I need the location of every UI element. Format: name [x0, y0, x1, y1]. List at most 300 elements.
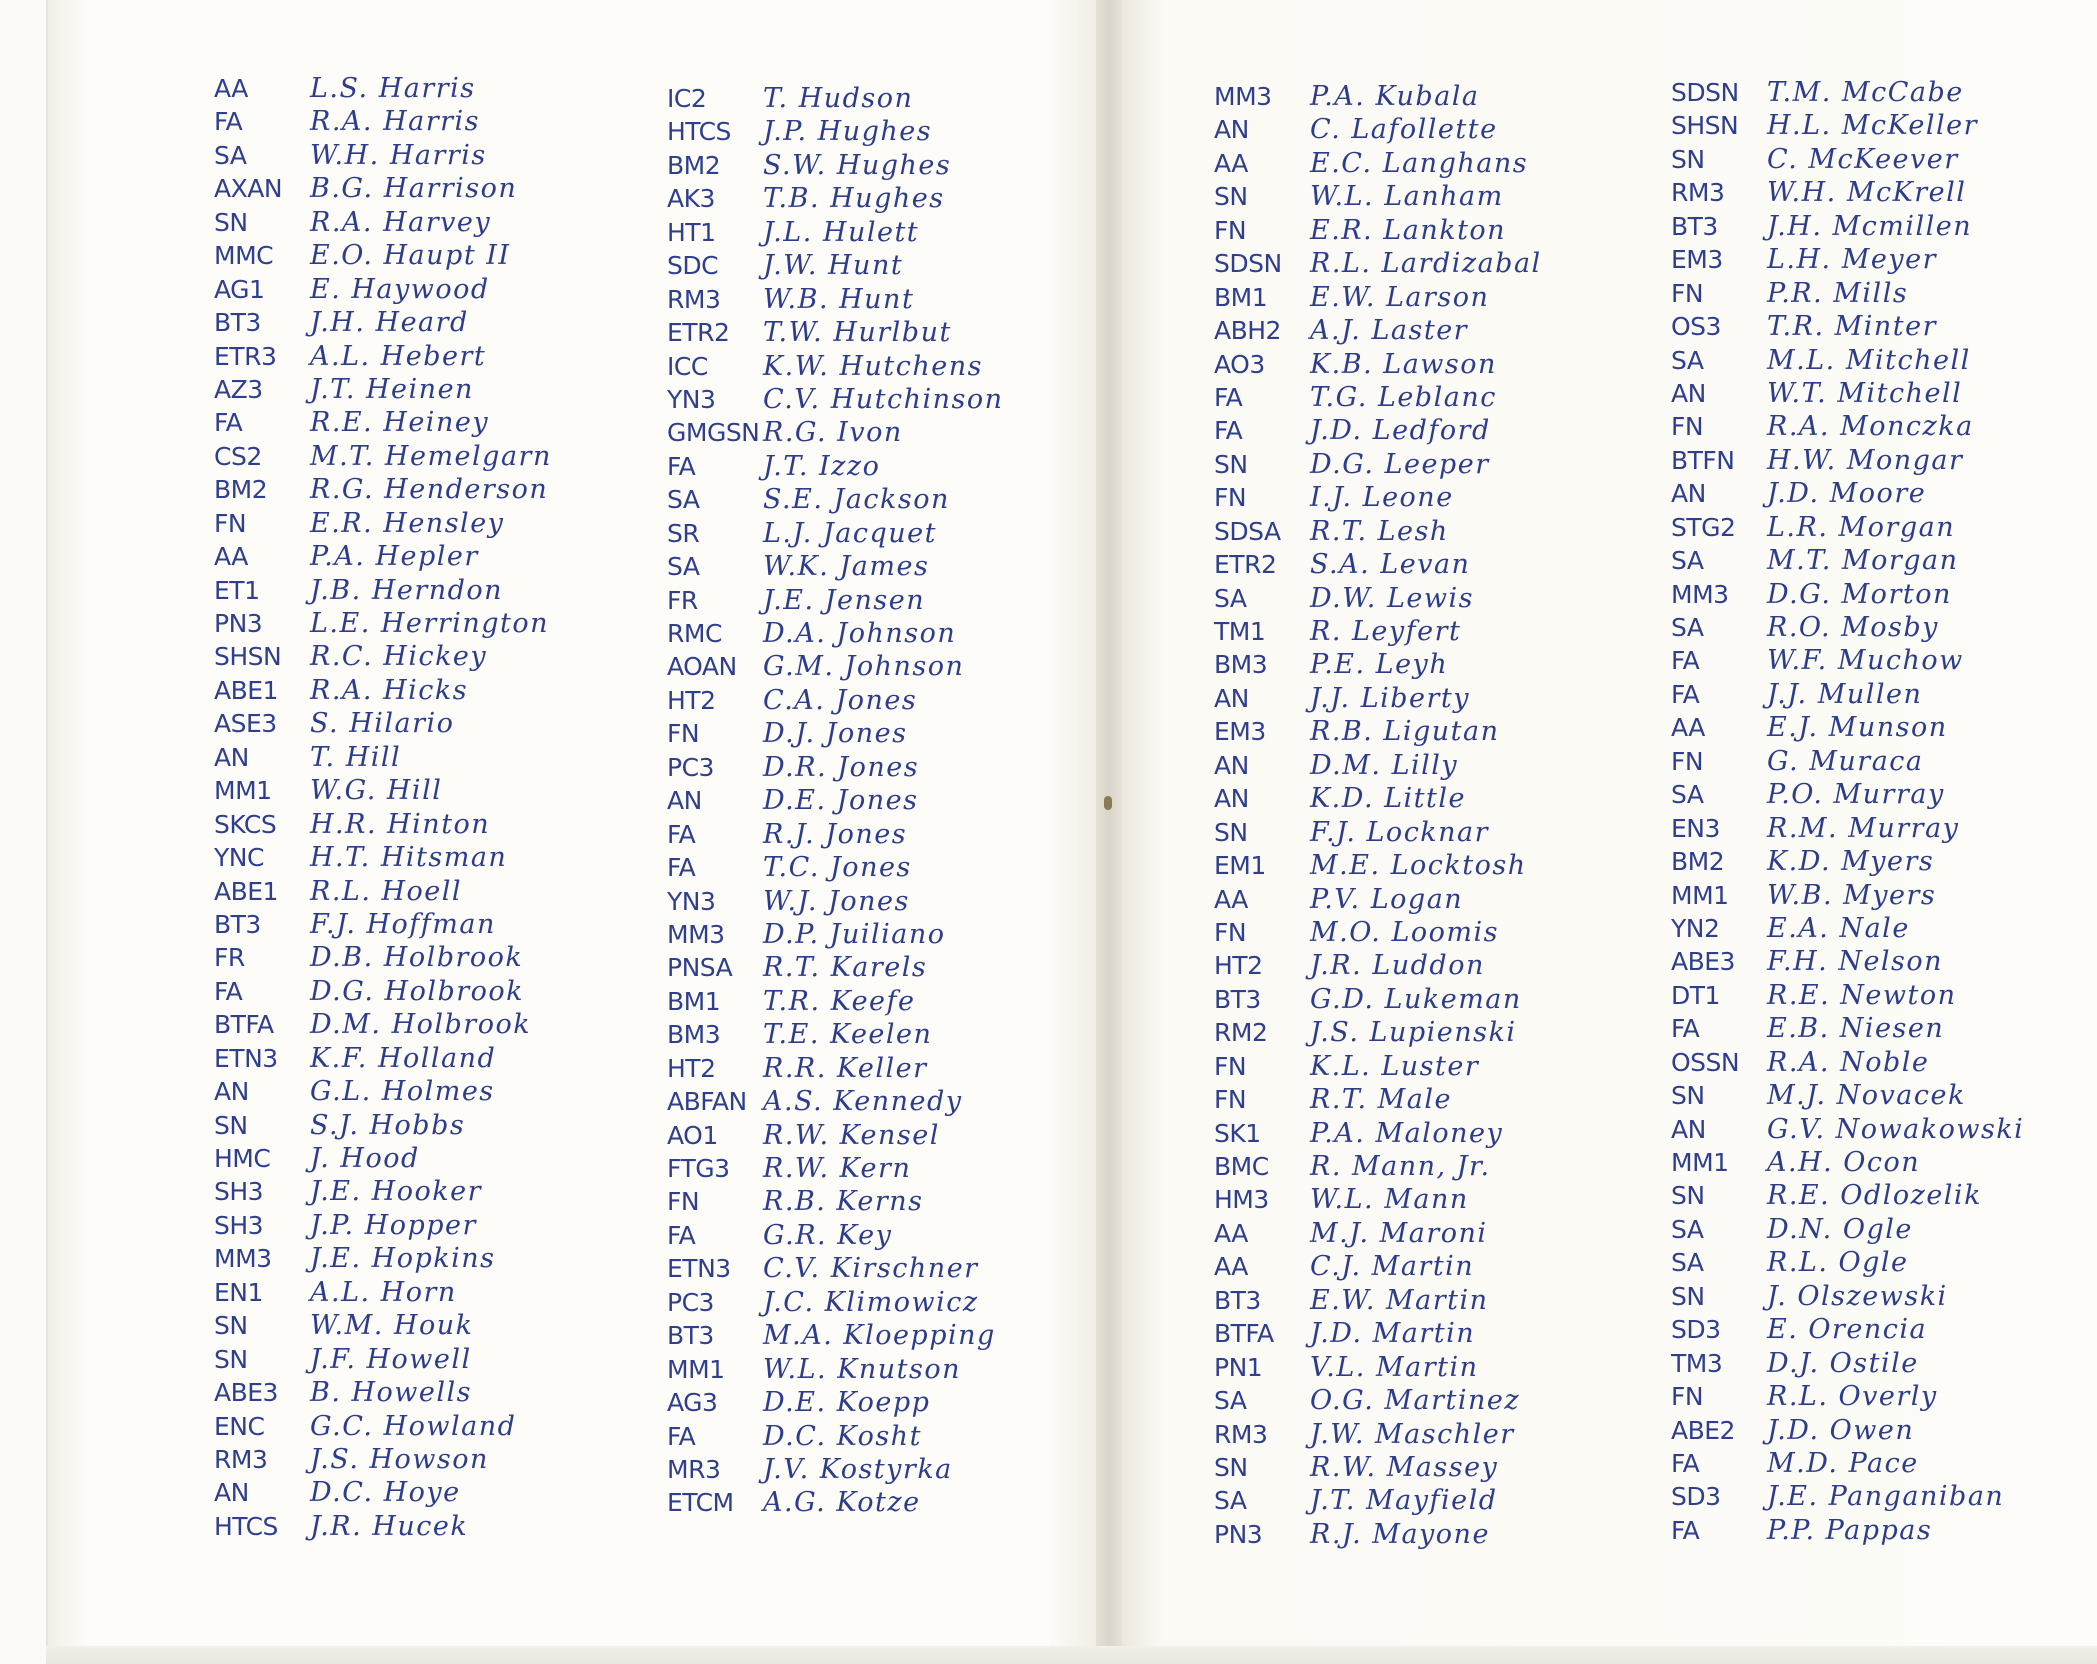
roster-entry: [667, 1286, 1004, 1319]
sailor-name: J.P. Hughes: [763, 116, 933, 148]
sailor-name: K.L. Luster: [1310, 1050, 1480, 1082]
roster-entry: [1671, 1079, 2024, 1112]
rate-label: MMC: [214, 241, 274, 271]
roster-entry: [1671, 243, 2024, 276]
roster-entry: [667, 1486, 1004, 1519]
roster-entry: [667, 1185, 1004, 1218]
roster-entry: [214, 1209, 552, 1242]
rate-label: SN: [1214, 182, 1248, 212]
rate-label: RM3: [1214, 1419, 1268, 1449]
roster-entry: [1214, 1518, 1542, 1551]
sailor-name: A.G. Kotze: [763, 1487, 921, 1519]
roster-entry: [1671, 1213, 2024, 1246]
roster-entry: [214, 406, 552, 439]
roster-entry: [667, 1119, 1004, 1152]
rate-label: ETR2: [1214, 550, 1277, 580]
sailor-name: A.S. Kennedy: [763, 1086, 963, 1118]
rate-label: FA: [667, 1421, 696, 1451]
rate-label: BM1: [667, 986, 721, 1016]
roster-entry: [667, 784, 1004, 817]
sailor-name: G. Muraca: [1767, 745, 1924, 777]
rate-label: ETN3: [214, 1043, 278, 1073]
roster-entry: [667, 1052, 1004, 1085]
rate-label: SA: [1214, 583, 1247, 613]
rate-label: HMC: [214, 1144, 271, 1173]
rate-label: SA: [667, 485, 700, 515]
roster-entry: [667, 1018, 1004, 1051]
roster-entry: [1671, 544, 2024, 577]
sailor-name: R.T. Karels: [763, 952, 928, 984]
rate-label: FTG3: [667, 1154, 730, 1183]
sailor-name: H.W. Mongar: [1767, 444, 1964, 476]
roster-entry: [667, 1252, 1004, 1285]
rate-label: MM1: [1671, 880, 1729, 910]
sailor-name: T.E. Keelen: [763, 1019, 933, 1051]
rate-label: DT1: [1671, 980, 1720, 1010]
roster-entry: [667, 751, 1004, 784]
rate-label: AN: [214, 1478, 249, 1508]
roster-entry: [214, 72, 552, 105]
roster-entry: [214, 1109, 552, 1142]
rate-label: OSSN: [1671, 1047, 1740, 1077]
roster-entry: [667, 1453, 1004, 1486]
roster-entry: [214, 139, 552, 172]
roster-entry: [1671, 644, 2024, 677]
rate-label: RM3: [214, 1444, 268, 1474]
rate-label: AN: [1214, 683, 1249, 713]
rate-label: SN: [1214, 817, 1248, 847]
rate-label: ABE2: [1671, 1415, 1735, 1445]
rate-label: FA: [667, 1220, 696, 1250]
sailor-name: J.E. Panganiban: [1767, 1481, 2005, 1513]
rate-label: FA: [214, 107, 243, 137]
rate-label: AA: [1214, 1252, 1248, 1282]
sailor-name: J.J. Mullen: [1767, 678, 1923, 710]
sailor-name: J.R. Hucek: [310, 1510, 469, 1542]
sailor-name: A.H. Ocon: [1767, 1147, 1921, 1178]
rate-label: EN1: [214, 1277, 263, 1307]
roster-entry: [1671, 979, 2024, 1012]
sailor-name: W.B. Myers: [1767, 879, 1937, 911]
sailor-name: P.A. Maloney: [1310, 1117, 1504, 1149]
binding-staple: [1104, 796, 1112, 810]
roster-entry: [1214, 1217, 1542, 1250]
roster-column-4: [1671, 76, 2024, 1547]
rate-label: BTFA: [1214, 1319, 1274, 1349]
roster-entry: [1214, 1284, 1542, 1317]
rate-label: AZ3: [214, 374, 263, 404]
rate-label: FA: [1671, 1014, 1700, 1044]
rate-label: SN: [214, 1110, 248, 1140]
sailor-name: W.G. Hill: [310, 775, 443, 807]
sailor-name: R.B. Ligutan: [1310, 716, 1500, 748]
sailor-name: D.E. Koepp: [763, 1387, 931, 1419]
sailor-name: R.G. Henderson: [310, 474, 549, 506]
sailor-name: J.H. Mcmillen: [1767, 210, 1973, 242]
roster-entry: [667, 951, 1004, 984]
sailor-name: J. Olszewski: [1767, 1280, 1948, 1312]
roster-entry: [667, 383, 1004, 416]
sailor-name: H.T. Hitsman: [310, 842, 508, 874]
roster-entry: [1671, 845, 2024, 878]
roster-column-1: [214, 72, 552, 1543]
roster-entry: [667, 918, 1004, 951]
roster-entry: [1671, 1514, 2024, 1547]
rate-label: SHSN: [214, 642, 282, 672]
sailor-name: S.A. Levan: [1310, 549, 1471, 581]
roster-entry: [1671, 143, 2024, 176]
roster-entry: [667, 517, 1004, 550]
roster-entry: [1214, 113, 1542, 146]
roster-entry: [214, 1075, 552, 1108]
sailor-name: E.O. Haupt II: [310, 240, 511, 272]
rate-label: MM1: [1671, 1148, 1729, 1177]
rate-label: SA: [1671, 780, 1704, 810]
roster-entry: [1671, 611, 2024, 644]
rate-label: SD3: [1671, 1315, 1721, 1345]
sailor-name: S. Hilario: [310, 708, 455, 740]
rate-label: ETR2: [667, 318, 730, 348]
roster-entry: [1214, 515, 1542, 548]
rate-label: FA: [667, 853, 696, 883]
rate-label: SR: [667, 518, 700, 548]
sailor-name: R.C. Hickey: [310, 641, 488, 673]
rate-label: FN: [1671, 278, 1704, 308]
rate-label: FA: [667, 819, 696, 849]
rate-label: MM3: [667, 919, 725, 949]
sailor-name: W.L. Mann: [1310, 1184, 1469, 1216]
sailor-name: T.R. Keefe: [763, 985, 916, 1017]
roster-entry: [214, 273, 552, 306]
sailor-name: T.G. Leblanc: [1310, 381, 1497, 413]
roster-entry: [214, 607, 552, 640]
sailor-name: C.V. Kirschner: [763, 1253, 979, 1285]
sailor-name: H.L. McKeller: [1767, 110, 1979, 142]
sailor-name: S.W. Hughes: [763, 149, 952, 181]
sailor-name: J.E. Hooker: [310, 1176, 482, 1208]
roster-entry: [1671, 1280, 2024, 1313]
roster-entry: [1671, 1447, 2024, 1480]
sailor-name: A.L. Hebert: [310, 340, 487, 372]
sailor-name: R.W. Kern: [763, 1153, 912, 1184]
sailor-name: G.C. Howland: [310, 1410, 517, 1442]
rate-label: SK1: [1214, 1118, 1261, 1148]
sailor-name: B. Howells: [310, 1377, 473, 1409]
sailor-name: D.G. Morton: [1767, 578, 1952, 610]
book-gutter: [1096, 0, 1122, 1664]
roster-entry: [214, 707, 552, 740]
sailor-name: E. Haywood: [310, 273, 490, 305]
roster-entry: [667, 82, 1004, 115]
sailor-name: P.A. Hepler: [310, 541, 479, 573]
roster-entry: [1671, 377, 2024, 410]
sailor-name: J.T. Izzo: [763, 450, 881, 482]
sailor-name: W.K. James: [763, 551, 930, 583]
roster-entry: [214, 941, 552, 974]
roster-entry: [1671, 344, 2024, 377]
roster-entry: [1671, 678, 2024, 711]
sailor-name: S.E. Jackson: [763, 484, 950, 516]
roster-entry: [214, 875, 552, 908]
sailor-name: B.G. Harrison: [310, 173, 518, 205]
roster-entry: [1214, 849, 1542, 882]
rate-label: YN3: [667, 384, 716, 414]
roster-entry: [1214, 414, 1542, 447]
roster-entry: [214, 1276, 552, 1309]
rate-label: AN: [1214, 784, 1249, 814]
roster-entry: [667, 717, 1004, 750]
roster-entry: [1671, 1146, 2024, 1179]
roster-entry: [1671, 812, 2024, 845]
roster-entry: [1671, 745, 2024, 778]
roster-entry: [1671, 912, 2024, 945]
roster-entry: [1671, 1046, 2024, 1079]
roster-entry: [214, 1042, 552, 1075]
roster-entry: [1214, 381, 1542, 414]
roster-entry: [1214, 80, 1542, 113]
rate-label: SA: [667, 552, 700, 582]
rate-label: AG3: [667, 1388, 718, 1418]
rate-label: GMGSN: [667, 418, 760, 448]
rate-label: ETR3: [214, 341, 277, 371]
sailor-name: T.C. Jones: [763, 852, 912, 884]
roster-entry: [1214, 281, 1542, 314]
sailor-name: A.J. Laster: [1310, 315, 1469, 347]
rate-label: AN: [1214, 750, 1249, 780]
sailor-name: E.W. Larson: [1310, 281, 1490, 313]
roster-entry: [667, 617, 1004, 650]
roster-entry: [1214, 1484, 1542, 1517]
sailor-name: C.A. Jones: [763, 684, 918, 716]
sailor-name: R.L. Overly: [1767, 1381, 1938, 1413]
sailor-name: L.S. Harris: [310, 73, 476, 104]
sailor-name: D.E. Jones: [763, 785, 919, 817]
sailor-name: E.J. Munson: [1767, 712, 1948, 744]
rate-label: HTCS: [214, 1511, 278, 1541]
rate-label: BM3: [1214, 650, 1268, 680]
sailor-name: G.V. Nowakowski: [1767, 1113, 2025, 1145]
roster-entry: [214, 975, 552, 1008]
roster-entry: [214, 908, 552, 941]
sailor-name: C. McKeever: [1767, 143, 1959, 175]
rate-label: AA: [214, 542, 248, 572]
rate-label: FN: [1214, 917, 1247, 947]
sailor-name: P.O. Murray: [1767, 779, 1945, 811]
roster-entry: [1671, 1414, 2024, 1447]
sailor-name: K.D. Little: [1310, 783, 1466, 815]
roster-entry: [667, 1219, 1004, 1252]
roster-entry: [1671, 1179, 2024, 1212]
roster-entry: [667, 1420, 1004, 1453]
sailor-name: G.D. Lukeman: [1310, 983, 1522, 1015]
rate-label: SDSA: [1214, 516, 1281, 546]
rate-label: HT2: [1214, 951, 1263, 981]
sailor-name: R.B. Kerns: [763, 1186, 924, 1218]
sailor-name: P.P. Pappas: [1767, 1514, 1933, 1546]
sailor-name: E.W. Martin: [1310, 1284, 1489, 1316]
roster-entry: [1671, 711, 2024, 744]
sailor-name: D.N. Ogle: [1767, 1213, 1913, 1245]
roster-entry: [214, 172, 552, 205]
rate-label: FR: [667, 585, 698, 615]
roster-entry: [1214, 1451, 1542, 1484]
rate-label: AN: [1671, 479, 1706, 509]
sailor-name: W.M. Houk: [310, 1310, 474, 1342]
rate-label: HM3: [1214, 1185, 1269, 1215]
roster-entry: [667, 249, 1004, 282]
rate-label: PN3: [214, 609, 263, 638]
roster-entry: [1214, 1083, 1542, 1116]
rate-label: BT3: [214, 308, 261, 338]
rate-label: OS3: [1671, 312, 1721, 342]
sailor-name: D.J. Ostile: [1767, 1347, 1919, 1379]
rate-label: FN: [1671, 412, 1704, 442]
roster-entry: [214, 1175, 552, 1208]
sailor-name: D.A. Johnson: [763, 618, 957, 649]
sailor-name: J.V. Kostyrka: [763, 1453, 953, 1485]
rate-label: SD3: [1671, 1482, 1721, 1512]
sailor-name: M.T. Morgan: [1767, 545, 1959, 577]
roster-entry: [1214, 1183, 1542, 1216]
roster-entry: [667, 1085, 1004, 1118]
sailor-name: J.S. Howson: [310, 1443, 489, 1475]
sailor-name: K.F. Holland: [310, 1042, 497, 1074]
roster-entry: [667, 684, 1004, 717]
roster-entry: [667, 584, 1004, 617]
roster-entry: [667, 851, 1004, 884]
roster-entry: [667, 182, 1004, 215]
roster-entry: [1671, 1246, 2024, 1279]
sailor-name: E.C. Langhans: [1310, 147, 1529, 179]
rate-label: TM3: [1671, 1348, 1723, 1378]
rate-label: EM3: [1671, 245, 1723, 275]
rate-label: ICC: [667, 351, 708, 381]
sailor-name: R.J. Mayone: [1310, 1518, 1490, 1550]
roster-entry: [214, 340, 552, 373]
rate-label: AO3: [1214, 349, 1265, 379]
sailor-name: W.B. Hunt: [763, 283, 915, 315]
rate-label: ETN3: [667, 1254, 731, 1284]
roster-entry: [667, 450, 1004, 483]
rate-label: HTCS: [667, 117, 731, 147]
sailor-name: D.C. Hoye: [310, 1477, 461, 1509]
roster-entry: [667, 316, 1004, 349]
sailor-name: M.O. Loomis: [1310, 916, 1499, 948]
roster-entry: [667, 1152, 1004, 1185]
rate-label: BT3: [667, 1321, 714, 1351]
roster-entry: [214, 1443, 552, 1476]
sailor-name: M.A. Kloepping: [763, 1320, 996, 1352]
sailor-name: J.S. Lupienski: [1310, 1017, 1517, 1049]
roster-entry: [214, 540, 552, 573]
sailor-name: R.A. Harvey: [310, 206, 492, 238]
roster-entry: [667, 650, 1004, 683]
roster-entry: [214, 808, 552, 841]
roster-entry: [1671, 1113, 2024, 1146]
sailor-name: L.H. Meyer: [1767, 244, 1937, 276]
sailor-name: W.L. Lanham: [1310, 181, 1504, 213]
roster-entry: [1214, 1050, 1542, 1083]
roster-entry: [667, 550, 1004, 583]
sailor-name: J.R. Luddon: [1310, 950, 1485, 982]
sailor-name: C.J. Martin: [1310, 1251, 1475, 1283]
rate-label: FN: [1214, 215, 1247, 245]
roster-entry: [1214, 314, 1542, 347]
roster-entry: [214, 1476, 552, 1509]
rate-label: AOAN: [667, 652, 737, 682]
sailor-name: W.J. Jones: [763, 885, 910, 917]
roster-entry: [1214, 1317, 1542, 1350]
roster-entry: [1214, 782, 1542, 815]
rate-label: ET1: [214, 575, 260, 605]
roster-entry: [1214, 949, 1542, 982]
roster-entry: [1214, 883, 1542, 916]
roster-entry: [1671, 277, 2024, 310]
sailor-name: F.J. Locknar: [1310, 816, 1490, 848]
sailor-name: W.T. Mitchell: [1767, 377, 1963, 409]
rate-label: EN3: [1671, 813, 1720, 843]
rate-label: MM1: [667, 1354, 725, 1384]
sailor-name: R.A. Harris: [310, 106, 481, 138]
sailor-name: A.L. Horn: [310, 1276, 457, 1308]
roster-entry: [214, 1343, 552, 1376]
sailor-name: R.E. Odlozelik: [1767, 1180, 1982, 1212]
sailor-name: R.W. Kensel: [763, 1119, 940, 1151]
roster-entry: [1671, 1347, 2024, 1380]
roster-entry: [214, 774, 552, 807]
rate-label: SA: [1671, 1214, 1704, 1244]
rate-label: ENC: [214, 1411, 265, 1441]
sailor-name: M.J. Novacek: [1767, 1080, 1966, 1112]
sailor-name: R.E. Heiney: [310, 407, 490, 439]
sailor-name: W.H. McKrell: [1767, 177, 1967, 209]
sailor-name: W.F. Muchow: [1767, 645, 1964, 677]
roster-entry: [214, 473, 552, 506]
sailor-name: J.T. Heinen: [310, 373, 474, 405]
sailor-name: J.E. Hopkins: [310, 1243, 496, 1275]
rate-label: SA: [1214, 1386, 1247, 1416]
sailor-name: S.J. Hobbs: [310, 1109, 466, 1141]
sailor-name: J.D. Moore: [1767, 478, 1927, 510]
roster-entry: [214, 1142, 552, 1175]
sailor-name: R.T. Male: [1310, 1084, 1452, 1116]
sailor-name: E.R. Hensley: [310, 507, 505, 539]
roster-entry: [667, 1319, 1004, 1352]
rate-label: ETCM: [667, 1488, 734, 1518]
rate-label: BT3: [1214, 1285, 1261, 1315]
sailor-name: R.L. Ogle: [1767, 1247, 1909, 1279]
sailor-name: J.H. Heard: [310, 307, 469, 339]
rate-label: PN1: [1214, 1352, 1263, 1382]
sailor-name: O.G. Martinez: [1310, 1385, 1521, 1417]
sailor-name: I.J. Leone: [1310, 482, 1454, 514]
rate-label: SHSN: [1671, 111, 1739, 141]
sailor-name: D.B. Holbrook: [310, 942, 524, 974]
rate-label: PN3: [1214, 1519, 1263, 1549]
roster-entry: [1214, 648, 1542, 681]
sailor-name: T.B. Hughes: [763, 183, 945, 215]
roster-entry: [667, 483, 1004, 516]
rate-label: SDSN: [1214, 249, 1282, 279]
roster-entry: [667, 818, 1004, 851]
rate-label: SA: [1671, 613, 1704, 642]
sailor-name: D.G. Leeper: [1310, 448, 1490, 480]
sailor-name: J.L. Hulett: [763, 216, 920, 248]
roster-entry: [1214, 348, 1542, 381]
rate-label: SN: [1671, 1081, 1705, 1111]
sailor-name: J.C. Klimowicz: [763, 1286, 979, 1318]
roster-entry: [214, 206, 552, 239]
